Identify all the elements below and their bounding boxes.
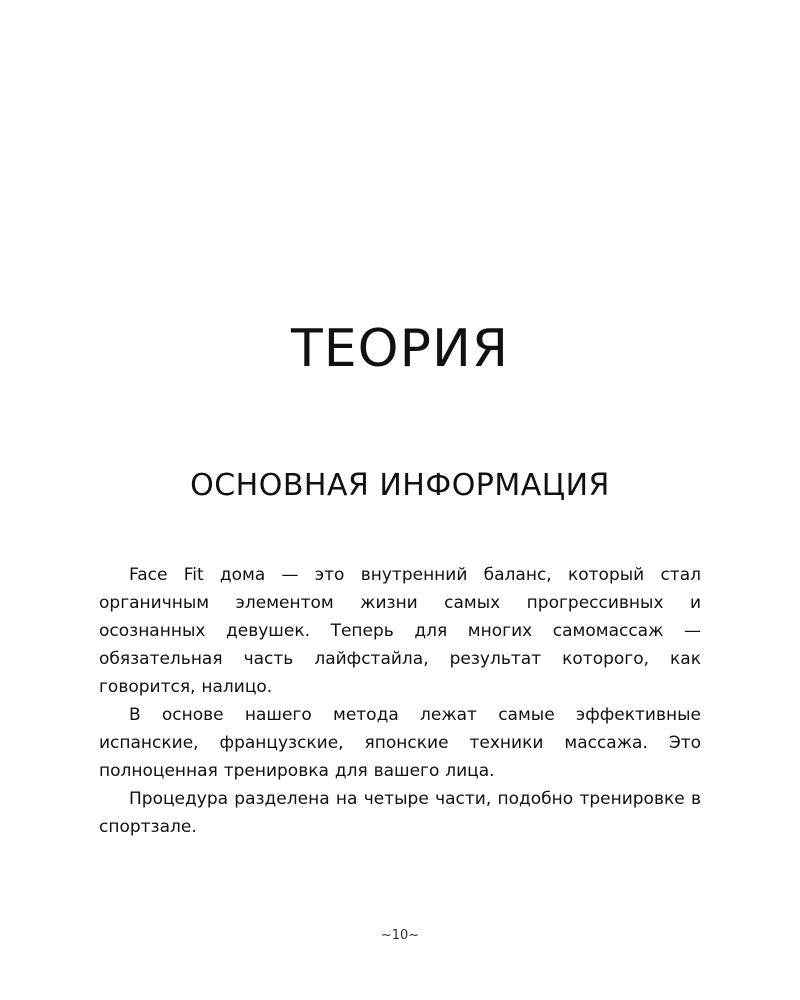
body-text [99, 561, 701, 841]
paragraph: Face Fit дома — это внутренний баланс, который стал органичным элементом жизни самых прогрессивных и осознанных девушек. Теперь для многих самомассаж — обязательная часть лайфстайла, результат которого, как говорится, налицо. [99, 565, 701, 697]
paragraph: Процедура разделена на четыре части, подобно тренировке в спортзале. [99, 789, 701, 837]
paragraph: В основе нашего метода лежат самые эффективные испанские, французские, японские техники массажа. Это полноценная тренировка для вашего лица. [99, 705, 701, 781]
section-title: ОСНОВНАЯ ИНФОРМАЦИЯ [190, 468, 610, 503]
chapter-title: ТЕОРИЯ [291, 319, 509, 379]
page-number: ~10~ [380, 928, 420, 943]
